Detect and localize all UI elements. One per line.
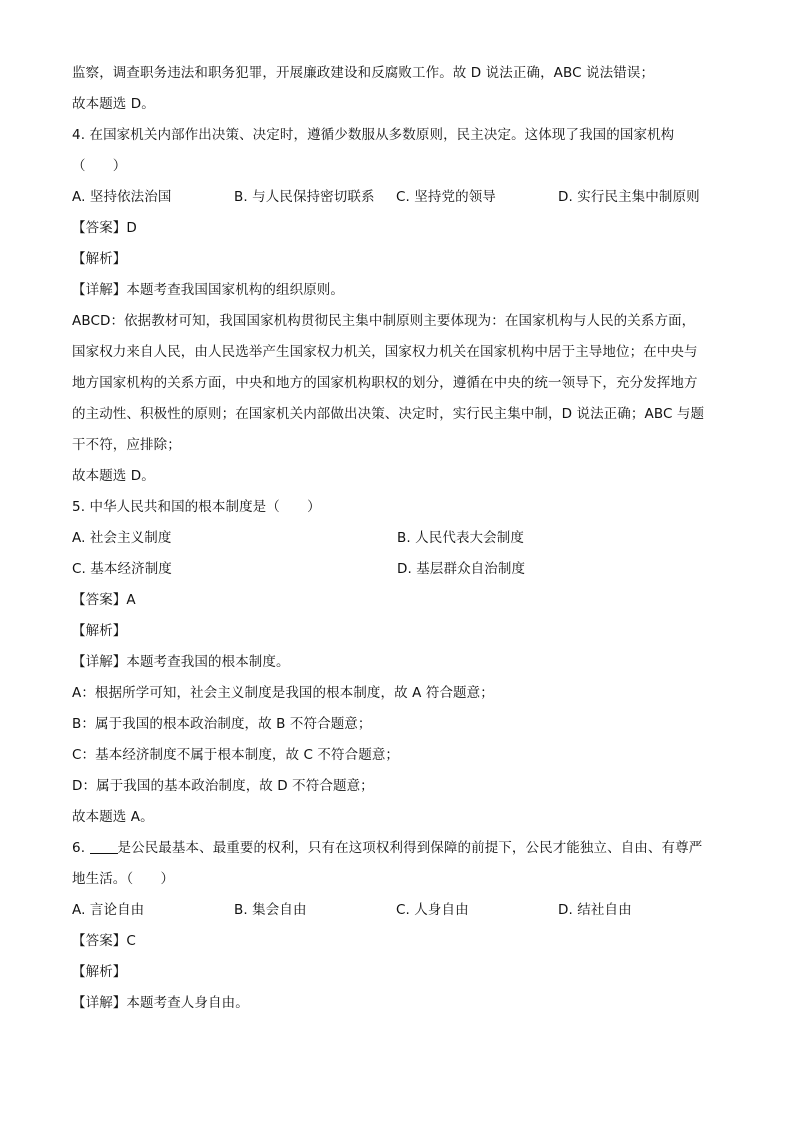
question-5-options-row-2 xyxy=(72,554,722,585)
explanation-line: C：基本经济制度不属于根本制度，故 C 不符合题意； xyxy=(72,747,400,763)
question-4-stem: 4. 在国家机关内部作出决策、决定时，遵循少数服从多数原则，民主决定。这体现了我国的国家机构 xyxy=(72,127,675,143)
option-d: D. 基层群众自治制度 xyxy=(397,561,526,577)
question-4-bracket: （ ） xyxy=(72,158,127,174)
option-a: A. 坚持依法治国 xyxy=(72,189,172,205)
analysis-label: 【解析】 xyxy=(72,964,127,980)
explanation-line: 国家权力来自人民，由人民选举产生国家权力机关，国家权力机关在国家机构中居于主导地位；在中央与 xyxy=(72,344,698,360)
option-c: C. 基本经济制度 xyxy=(72,561,172,577)
analysis-label: 【解析】 xyxy=(72,623,127,639)
option-d: D. 结社自由 xyxy=(558,902,632,918)
question-number: 6. xyxy=(72,840,86,856)
option-c: C. 人身自由 xyxy=(396,902,469,918)
conclusion-line: 故本题选 D。 xyxy=(72,96,155,112)
detail-label: 【详解】本题考查我国的根本制度。 xyxy=(72,654,290,670)
text-line: 监察，调查职务违法和职务犯罪，开展廉政建设和反腐败工作。故 D 说法正确，ABC 说法错误； xyxy=(72,65,655,81)
detail-label: 【详解】本题考查我国国家机构的组织原则。 xyxy=(72,282,344,298)
question-6-stem xyxy=(72,833,722,864)
explanation-line: B：属于我国的根本政治制度，故 B 不符合题意； xyxy=(72,716,372,732)
explanation-line: A：根据所学可知，社会主义制度是我国的根本制度，故 A 符合题意； xyxy=(72,685,494,701)
detail-label: 【详解】本题考查人身自由。 xyxy=(72,995,249,1011)
option-a: A. 社会主义制度 xyxy=(72,530,172,546)
question-6-stem-text: 是公民最基本、最重要的权利，只有在这项权利得到保障的前提下，公民才能独立、自由、有尊严 xyxy=(117,840,703,856)
answer-label: 【答案】A xyxy=(72,592,136,608)
explanation-line: 干不符，应排除； xyxy=(72,437,181,453)
option-c: C. 坚持党的领导 xyxy=(396,189,496,205)
explanation-line: D：属于我国的基本政治制度，故 D 不符合题意； xyxy=(72,778,374,794)
option-b: B. 人民代表大会制度 xyxy=(397,530,524,546)
question-6-options xyxy=(72,895,722,926)
answer-label: 【答案】C xyxy=(72,933,136,949)
explanation-line: ABCD：依据教材可知，我国国家机构贯彻民主集中制原则主要体现为：在国家机构与人民的关系方面， xyxy=(72,313,696,329)
document-page xyxy=(72,58,722,1019)
option-b: B. 与人民保持密切联系 xyxy=(234,189,375,205)
conclusion-line: 故本题选 A。 xyxy=(72,809,154,825)
question-5-stem: 5. 中华人民共和国的根本制度是（ ） xyxy=(72,499,321,515)
answer-label: 【答案】D xyxy=(72,220,137,236)
question-5-options-row-1 xyxy=(72,523,722,554)
option-b: B. 集会自由 xyxy=(234,902,307,918)
analysis-label: 【解析】 xyxy=(72,251,127,267)
option-d: D. 实行民主集中制原则 xyxy=(558,189,700,205)
conclusion-line: 故本题选 D。 xyxy=(72,468,155,484)
explanation-line: 的主动性、积极性的原则；在国家机关内部做出决策、决定时，实行民主集中制，D 说法正确；ABC 与题 xyxy=(72,406,705,422)
question-6-stem-cont: 地生活。（ ） xyxy=(72,871,175,887)
explanation-line: 地方国家机构的关系方面，中央和地方的国家机构职权的划分，遵循在中央的统一领导下，充分发挥地方 xyxy=(72,375,698,391)
fill-blank xyxy=(90,839,118,854)
question-4-options xyxy=(72,182,722,213)
option-a: A. 言论自由 xyxy=(72,902,145,918)
